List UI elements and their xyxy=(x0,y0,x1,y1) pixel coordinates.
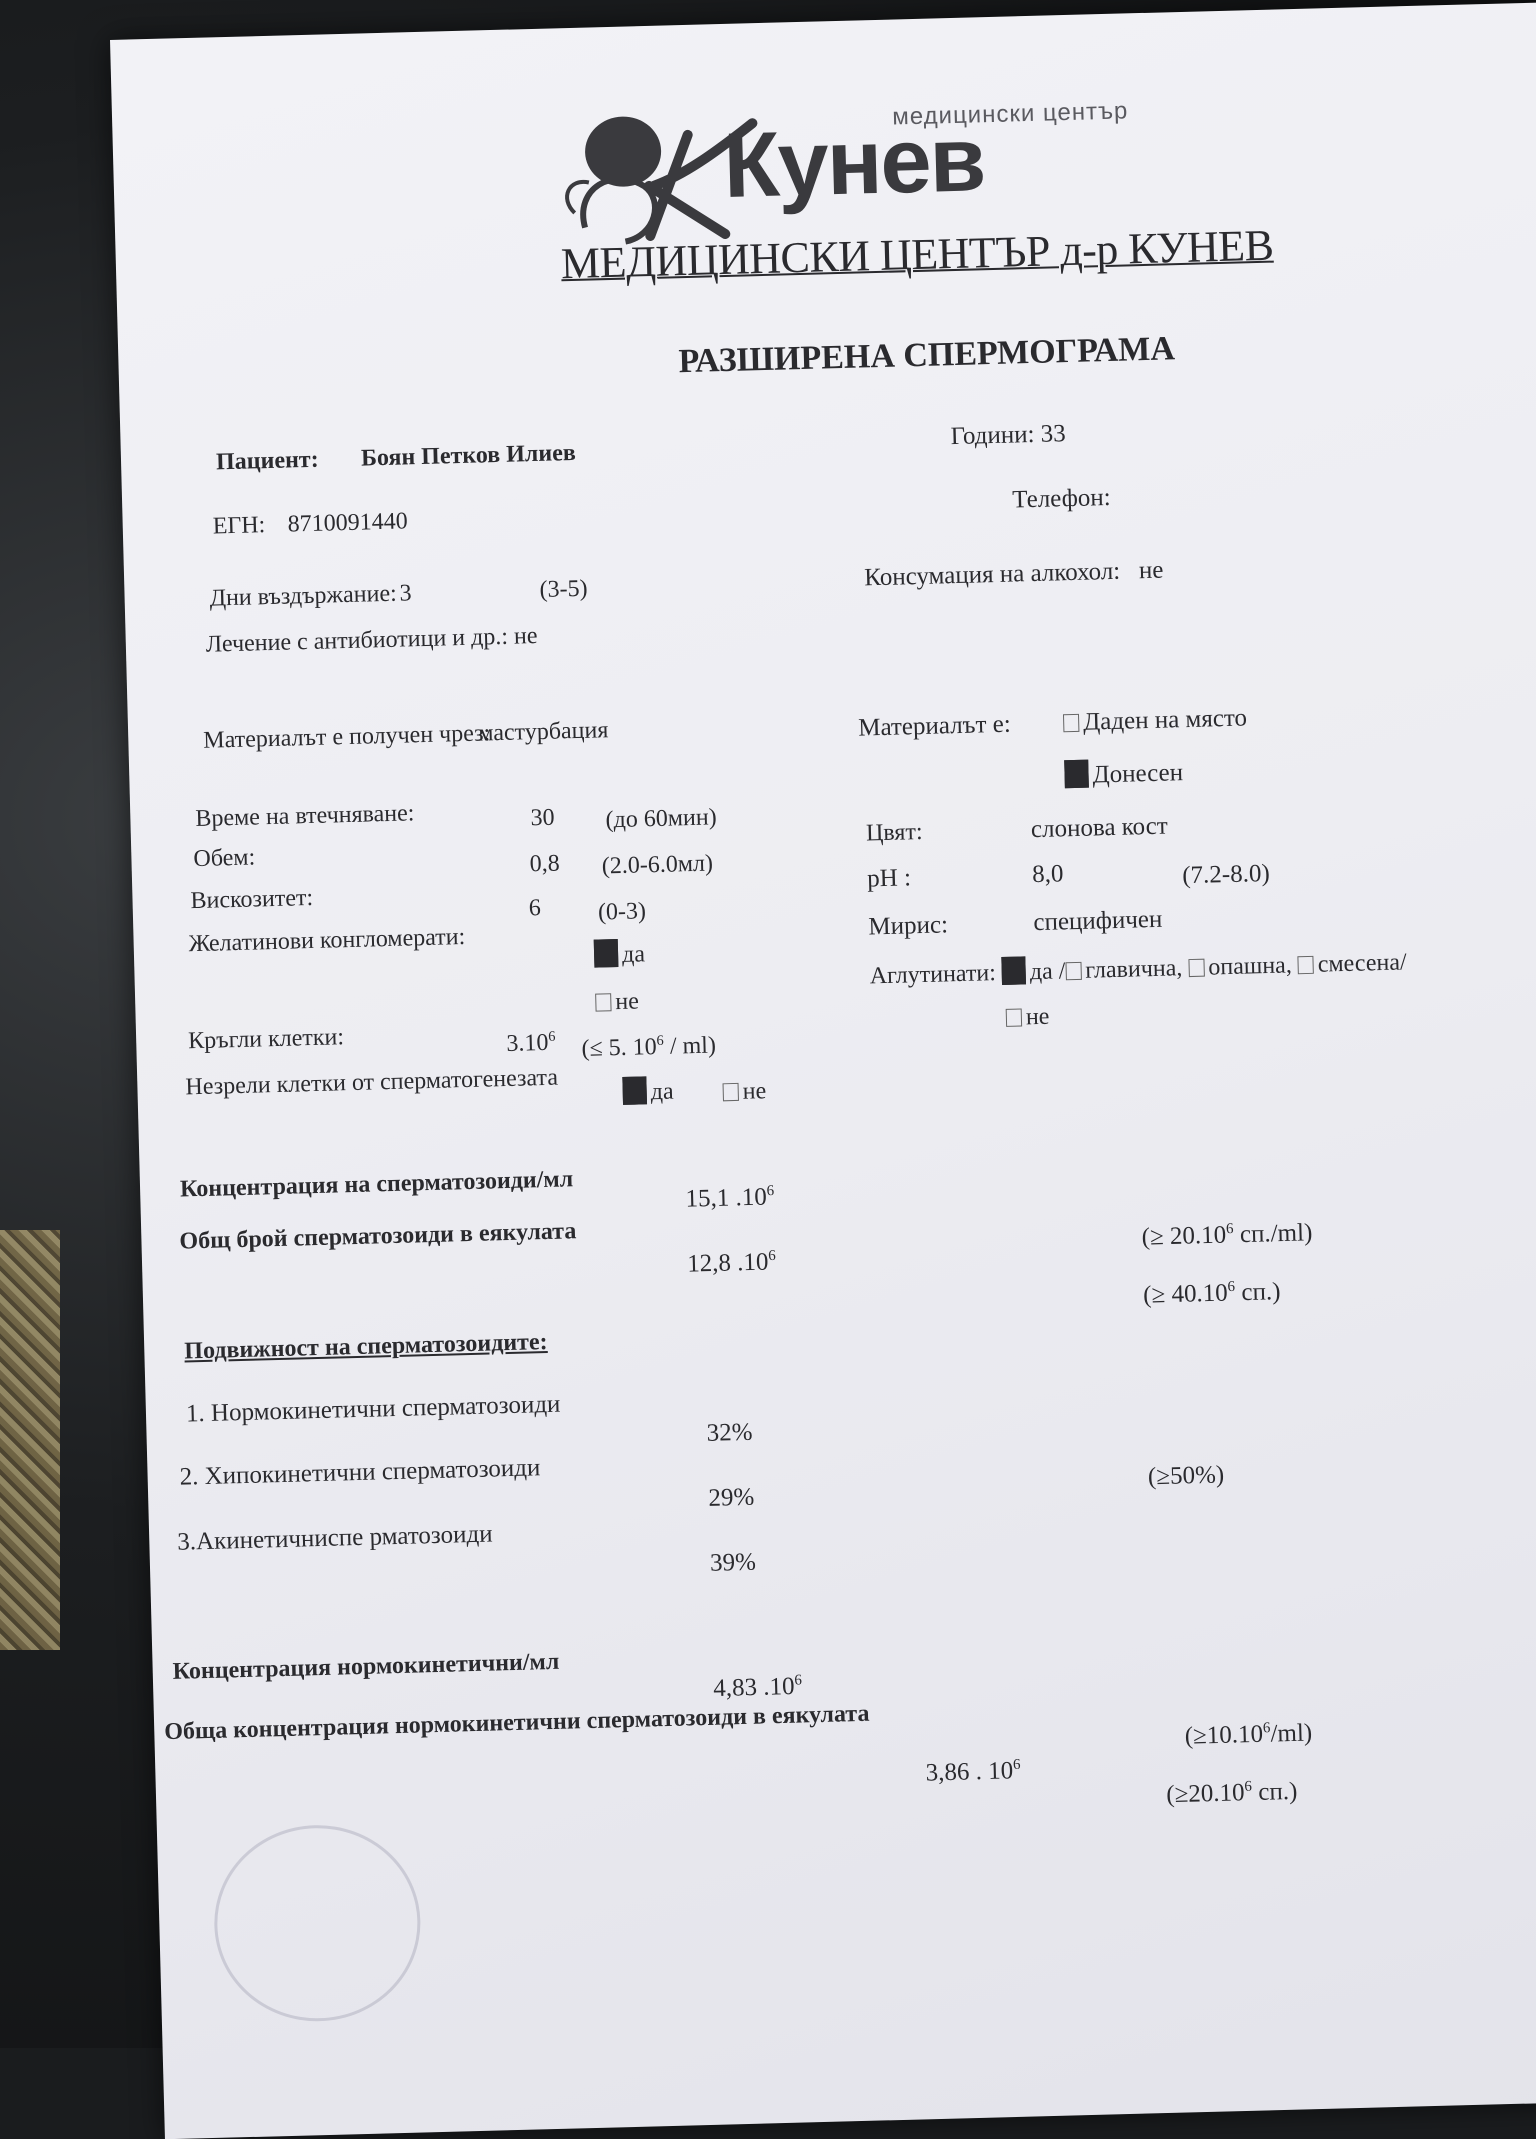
concentration-value: 15,1 $.10^6$ xyxy=(685,1183,775,1213)
age-value: 33 xyxy=(1040,420,1067,448)
gelatin-yes[interactable]: да xyxy=(594,938,646,969)
ph-label: pH : xyxy=(866,864,912,893)
material-method-label: Материалът е получен чрез: xyxy=(203,720,491,754)
round-cells-value: 3.10$^6$ xyxy=(506,1028,556,1057)
odor-label: Мирис: xyxy=(868,911,949,941)
gelatin-no[interactable]: не xyxy=(595,988,639,1016)
immature-label: Незрели клетки от сперматогенезата xyxy=(185,1064,559,1101)
egn-label: ЕГН: xyxy=(212,512,266,540)
concentration-label: Концентрация на сперматозоиди/мл xyxy=(179,1166,574,1203)
concentration-ref: (≥ $20.10^6$ сп./ml) xyxy=(1141,1219,1313,1251)
viscosity-value: 6 xyxy=(528,895,542,922)
agglutinates-head-checkbox[interactable] xyxy=(1065,962,1081,980)
immature-no[interactable]: не xyxy=(722,1078,766,1106)
hypokinetic-label: 2. Хипокинетични сперматозоиди xyxy=(179,1454,541,1491)
normokinetic-value: 32% xyxy=(706,1418,753,1447)
hypokinetic-value: 29% xyxy=(708,1483,755,1512)
patient-name-label: Пациент: xyxy=(215,446,319,476)
motility-ref: (≥50%) xyxy=(1147,1461,1225,1491)
document-title: РАЗШИРЕНА СПЕРМОГРАМА xyxy=(678,330,1176,381)
akinetic-value: 39% xyxy=(709,1548,757,1577)
normokinetic-label: 1. Нормокинетични сперматозоиди xyxy=(185,1390,561,1428)
material-state-label: Материалът е: xyxy=(857,710,1012,742)
normo-total-ref: ($\ge 20.10^6$ сп.) xyxy=(1165,1777,1298,1809)
option-onsite[interactable]: Даден на място xyxy=(1063,704,1248,737)
total-count-ref: (≥ $40.10^6$ сп.) xyxy=(1142,1278,1281,1309)
volume-ref: (2.0-6.0мл) xyxy=(601,850,714,880)
ph-value: 8,0 xyxy=(1031,860,1064,889)
gelatin-label: Желатинови конгломерати: xyxy=(188,924,466,958)
abstinence-value: 3 xyxy=(399,580,412,607)
background-fabric xyxy=(0,1230,60,1650)
gelatin-no-checkbox[interactable] xyxy=(595,993,611,1011)
normo-total-label: Обща концентрация нормокинетични сперматозоиди в еякулата xyxy=(163,1700,870,1746)
abstinence-label: Дни въздържание: xyxy=(209,580,398,612)
normo-concentration-ref: $(\ge 10.10^6/ml)$ xyxy=(1184,1719,1313,1750)
age-label: Години: 33 xyxy=(950,420,1067,451)
material-method-value: мастурбация xyxy=(477,717,609,747)
gelatin-yes-checkbox[interactable] xyxy=(594,939,619,968)
abstinence-ref: (3-5) xyxy=(539,575,588,603)
agglutinates-tail-checkbox[interactable] xyxy=(1188,959,1204,977)
odor-value: специфичен xyxy=(1033,905,1163,937)
akinetic-label: 3.Акинетичниспе рматозоиди xyxy=(176,1520,493,1556)
volume-label: Обем: xyxy=(193,844,256,873)
color-value: слонова кост xyxy=(1030,812,1169,844)
alcohol-label: Консумация на алкохол: не xyxy=(863,556,1164,592)
round-cells-ref: (≤ 5. $10^6 / ml$) xyxy=(581,1032,717,1062)
brought-checkbox[interactable] xyxy=(1064,760,1089,789)
agglutinates-mixed-checkbox[interactable] xyxy=(1298,956,1314,974)
egn-value: 8710091440 xyxy=(287,508,409,538)
option-brought[interactable]: Донесен xyxy=(1064,757,1183,790)
ph-ref: (7.2-8.0) xyxy=(1181,859,1271,890)
total-count-value: 12,8 $.10^6$ xyxy=(686,1247,777,1278)
motility-heading: Подвижност на сперматозоидите: xyxy=(184,1328,548,1365)
round-cells-label: Кръгли клетки: xyxy=(187,1024,345,1055)
normo-concentration-value: 4,83 $.10^6$ xyxy=(713,1672,803,1703)
total-count-label: Общ брой сперматозоиди в еякулата xyxy=(179,1218,577,1255)
immature-yes-checkbox[interactable] xyxy=(622,1076,647,1105)
alcohol-value: не xyxy=(1138,556,1164,585)
agglutinates-row: Аглутинати: да / главична, опашна, смесена/ xyxy=(869,949,1407,990)
immature-no-checkbox[interactable] xyxy=(723,1083,739,1101)
document-sheet xyxy=(110,0,1536,2139)
agglutinates-no[interactable]: не xyxy=(1006,1004,1050,1032)
normo-total-value: 3,86 . $10^6$ xyxy=(925,1756,1021,1787)
faded-stamp xyxy=(212,1823,423,2024)
logo-subtitle: медицински център xyxy=(891,97,1129,131)
agglutinates-label: Аглутинати: xyxy=(869,960,997,990)
phone-label: Телефон: xyxy=(1011,483,1111,514)
agglutinates-no-checkbox[interactable] xyxy=(1006,1008,1022,1026)
liquefaction-value: 30 xyxy=(530,804,555,832)
volume-value: 0,8 xyxy=(529,850,561,878)
immature-yes[interactable]: да xyxy=(622,1076,674,1107)
antibiotics-label: Лечение с антибиотици и др.: не xyxy=(205,623,538,658)
liquefaction-ref: (до 60мин) xyxy=(605,804,717,834)
liquefaction-label: Време на втечняване: xyxy=(195,800,415,833)
onsite-checkbox[interactable] xyxy=(1063,714,1079,732)
patient-name-value: Боян Петков Илиев xyxy=(360,439,577,472)
logo-wordmark: Кунев xyxy=(722,108,986,217)
viscosity-label: Вискозитет: xyxy=(190,884,314,915)
normo-concentration-label: Концентрация нормокинетични/мл xyxy=(172,1648,560,1685)
color-label: Цвят: xyxy=(865,819,923,847)
center-name: МЕДИЦИНСКИ ЦЕНТЪР д-р КУНЕВ xyxy=(560,220,1275,289)
agglutinates-yes-checkbox[interactable] xyxy=(1001,956,1026,985)
viscosity-ref: (0-3) xyxy=(597,898,647,926)
